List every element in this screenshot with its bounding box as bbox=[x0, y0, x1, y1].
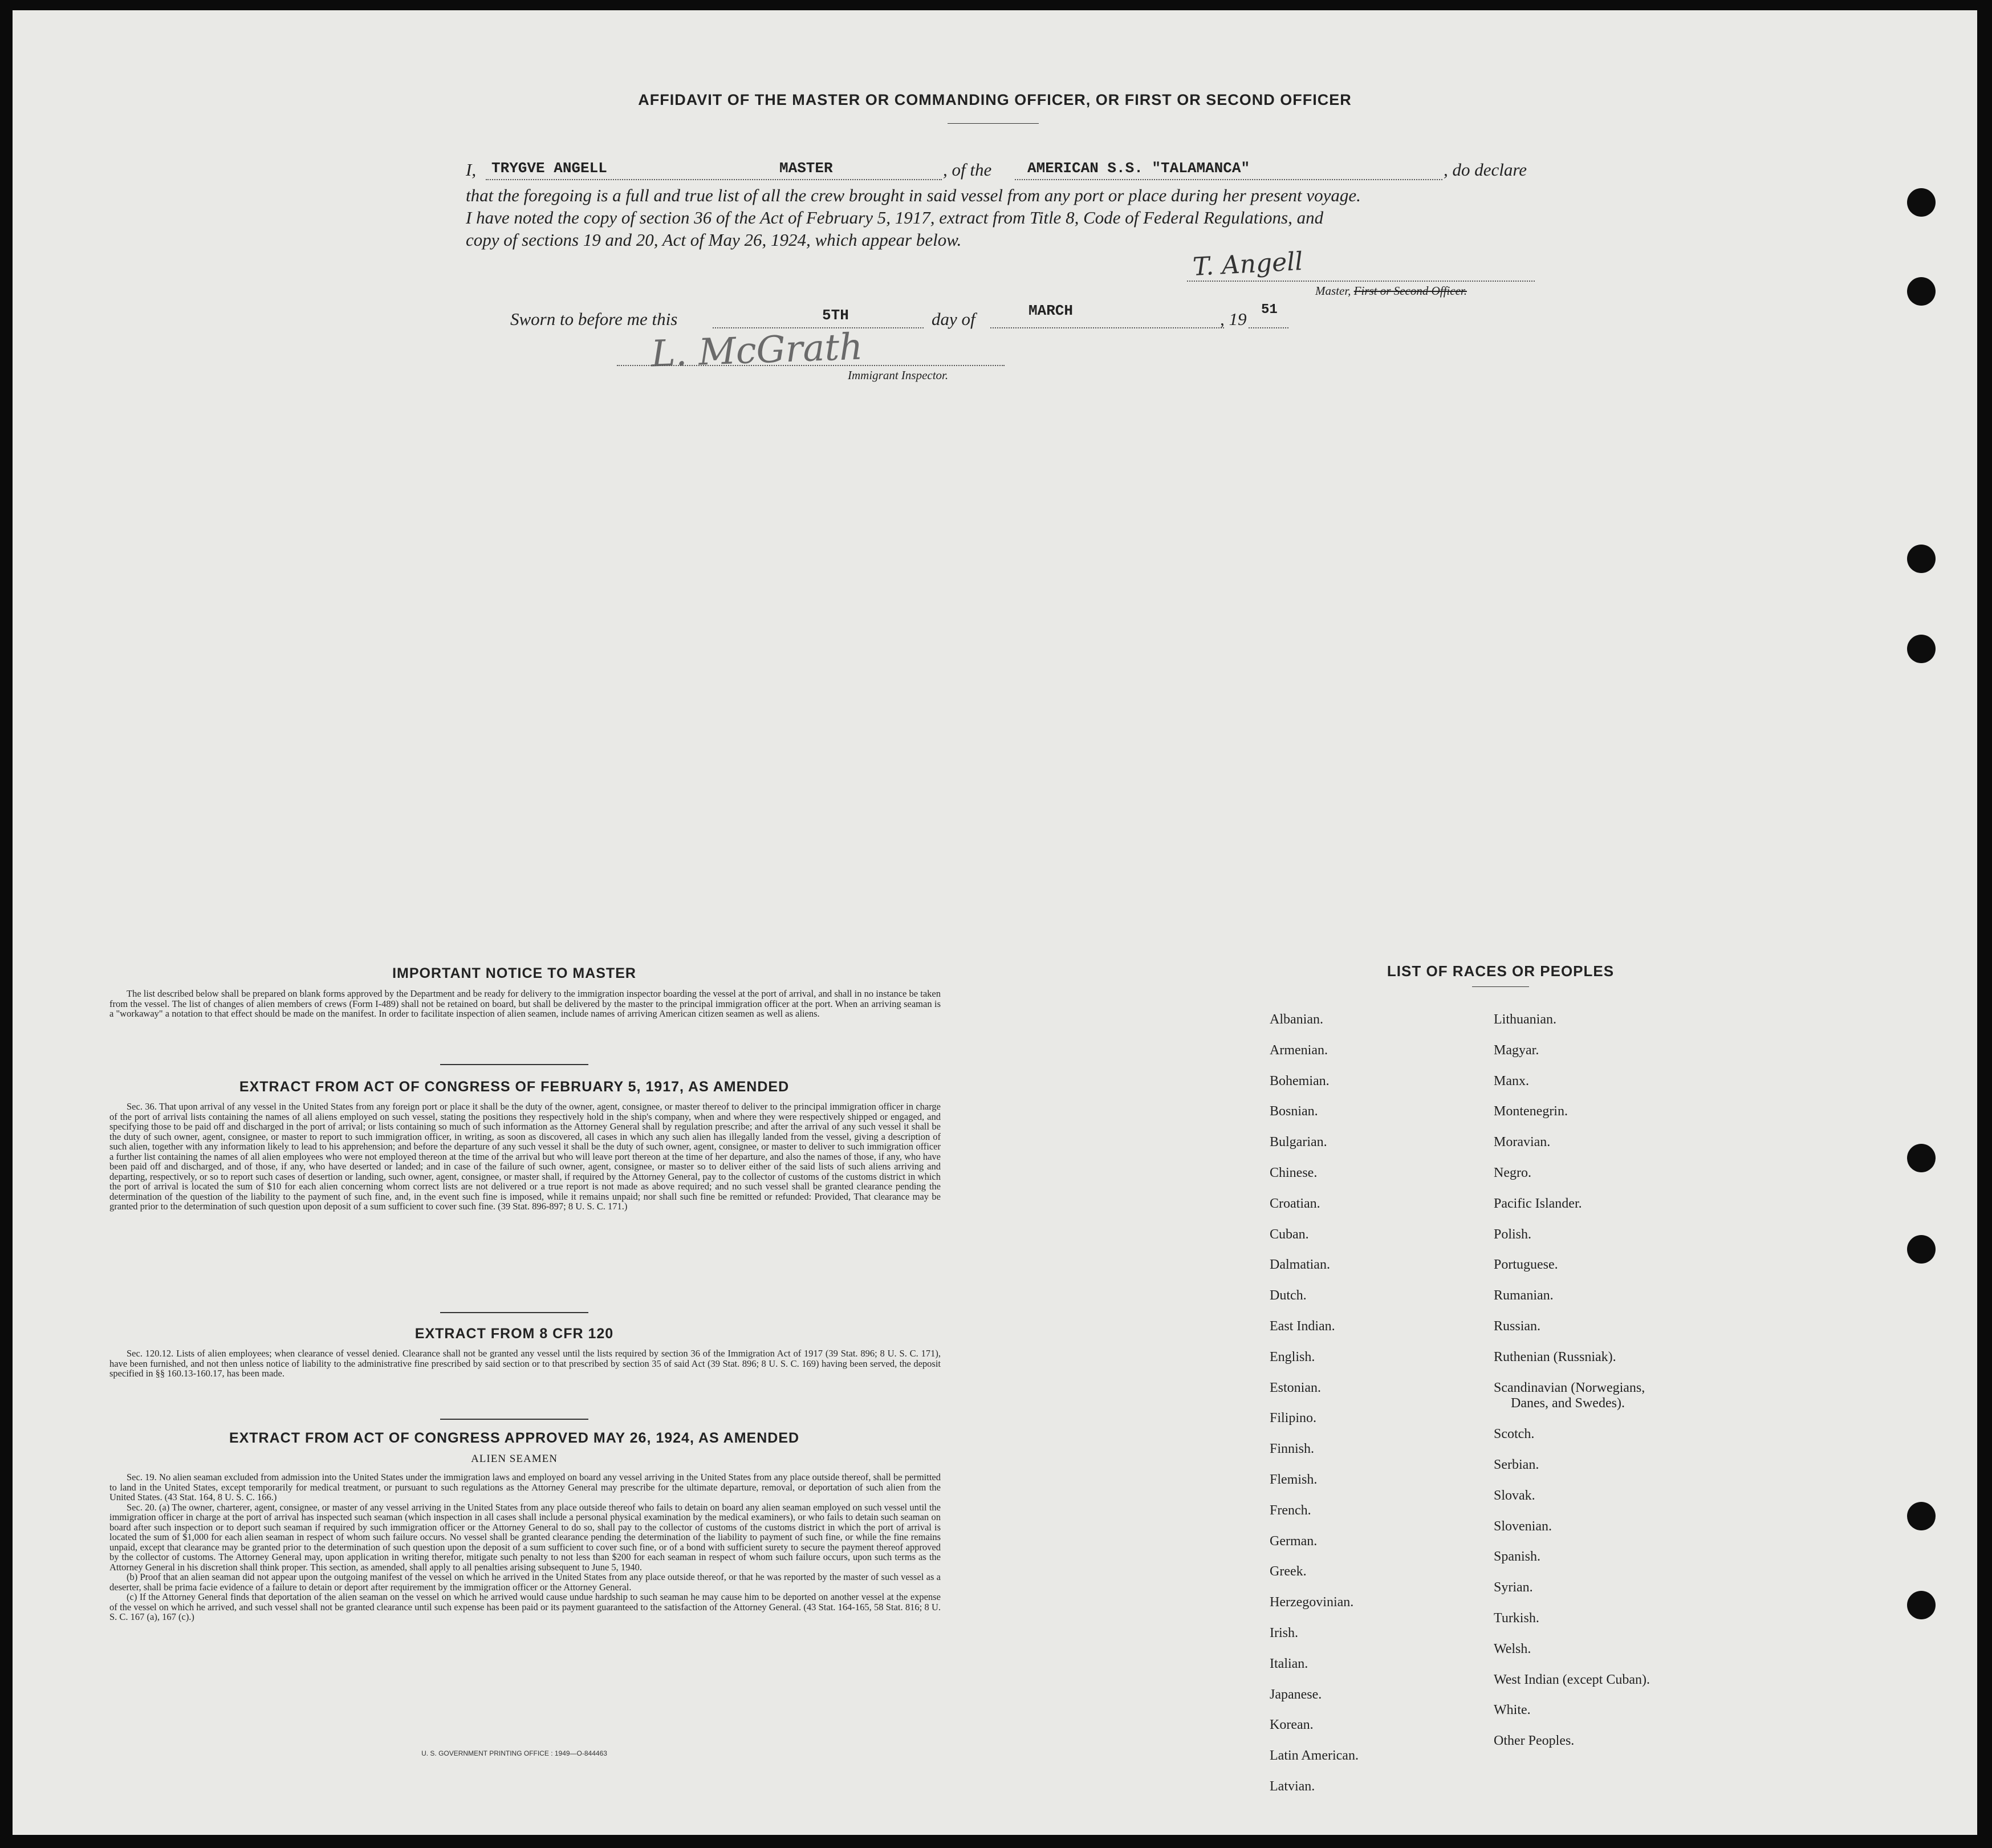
binder-hole bbox=[1907, 1144, 1936, 1172]
extract-1924-sec20a: Sec. 20. (a) The owner, charterer, agent, consignee, or master of any vessel arriving in the United States from any place outside thereof who fails to detain on board any alien seaman employed on such vessel until the immigration officer in charge at the port of arrival has inspected such seaman (which inspection in all cases shall include a personal physical examination by the medical examiners), or who fails to detain such seaman on board after such inspection or to deport such seaman if required by such immigration officer or the Attorney General to do so, shall pay to the collector of customs of the customs district in which the port of arrival is located the sum of $1,000 for each alien seaman in respect of whom such failure occurs. No vessel shall be granted clearance pending the determination of the liability to payment of such fine, or while the fine remains unpaid, except that clearance may be granted prior to the determination of such question upon the deposit of a sum sufficient to cover such fine, or of a bond with sufficient surety to secure the payment thereof approved by the collector of customs. The Attorney General may, upon application in writing therefor, mitigate such penalty to not less than $200 for each seaman in respect of whom such failure occurs, upon such terms as the Attorney General in his discretion shall think proper. This section, as amended, shall apply to all penalties arising subsequent to June 5, 1940. bbox=[109, 1501, 941, 1573]
race-item: Chinese. bbox=[1270, 1165, 1318, 1180]
race-item: Russian. bbox=[1494, 1319, 1541, 1334]
race-item: Latvian. bbox=[1270, 1779, 1315, 1794]
race-item: Ruthenian (Russniak). bbox=[1494, 1349, 1616, 1364]
sworn-day: 5TH bbox=[822, 307, 849, 324]
binder-hole bbox=[1907, 188, 1936, 217]
document-page bbox=[13, 10, 1977, 1835]
race-item: Irish. bbox=[1270, 1626, 1298, 1640]
title-underline bbox=[948, 123, 1039, 124]
day-of-label: day of bbox=[932, 309, 975, 329]
binder-hole bbox=[1907, 1502, 1936, 1530]
race-item: Moravian. bbox=[1494, 1135, 1551, 1150]
race-item: Slovenian. bbox=[1494, 1518, 1552, 1534]
master-name: TRYGVE ANGELL bbox=[491, 160, 607, 177]
extract-1924-sec19: Sec. 19. No alien seaman excluded from admission into the United States under the immigration laws and employed on board any vessel arriving in the United States from any place outside thereof, shall be permitted to land in the United States, except temporarily for medical treatment, or pursuant to such regulations as the Attorney General may prescribe for the ultimate departure, removal, or deportation of such alien from the United States. (43 Stat. 164, 8 U. S. C. 166.) bbox=[109, 1472, 941, 1502]
race-item: Korean. bbox=[1270, 1717, 1314, 1733]
printer-imprint: U. S. GOVERNMENT PRINTING OFFICE : 1949—O-844463 bbox=[421, 1749, 607, 1757]
extract-1924-title: EXTRACT FROM ACT OF CONGRESS APPROVED MAY 26, 1924, AS AMENDED bbox=[229, 1430, 800, 1446]
race-item: Danes, and Swedes). bbox=[1511, 1396, 1625, 1411]
master-rank: MASTER bbox=[779, 160, 833, 177]
extract-1924-sec20c: (c) If the Attorney General finds that deportation of the alien seaman on the vessel on which he arrived would cause undue hardship to such seaman he may cause him to be deported on another vessel at the expense of the vessel on which he arrived, and such vessel shall not be granted clearance until such expense has been paid or its payment guaranteed to the satisfaction of the Attorney General. (43 Stat. 164-165, 58 Stat. 816; 8 U. S. C. 167 (a), 167 (c).) bbox=[109, 1591, 941, 1622]
race-item: Latin American. bbox=[1270, 1748, 1359, 1764]
race-item: Bosnian. bbox=[1270, 1104, 1318, 1119]
race-item: Estonian. bbox=[1270, 1380, 1321, 1395]
race-item: Scandinavian (Norwegians, bbox=[1494, 1380, 1645, 1395]
race-item: Flemish. bbox=[1270, 1472, 1318, 1487]
master-name-field bbox=[486, 179, 942, 180]
extract-1917-title: EXTRACT FROM ACT OF CONGRESS OF FEBRUARY 5, 1917, AS AMENDED bbox=[239, 1079, 790, 1095]
extract-1924-sec20b: (b) Proof that an alien seaman did not appear upon the outgoing manifest of the vessel on which he arrived in the United States from any place outside thereof, or that he was reported by the master of such vessel as a deserter, shall be prima facie evidence of a failure to detain or deport after requirement by the immigration officer or the Attorney General. bbox=[109, 1571, 941, 1593]
race-item: Negro. bbox=[1494, 1165, 1531, 1180]
inspector-signature: L. McGrath bbox=[650, 326, 864, 376]
binder-hole bbox=[1907, 545, 1936, 573]
affidavit-i-label: I, bbox=[466, 160, 477, 180]
race-item: Herzegovinian. bbox=[1270, 1595, 1354, 1610]
affidavit-line-4: copy of sections 19 and 20, Act of May 26, 1924, which appear below. bbox=[466, 230, 962, 250]
race-item: Montenegrin. bbox=[1494, 1104, 1568, 1119]
affidavit-title: AFFIDAVIT OF THE MASTER OR COMMANDING OFFICER, OR FIRST OR SECOND OFFICER bbox=[638, 91, 1352, 108]
race-item: Albanian. bbox=[1270, 1012, 1323, 1027]
race-item: Rumanian. bbox=[1494, 1288, 1554, 1303]
race-item: Other Peoples. bbox=[1494, 1733, 1575, 1749]
race-item: Dalmatian. bbox=[1270, 1257, 1330, 1273]
vessel-name: AMERICAN S.S. "TALAMANCA" bbox=[1027, 160, 1250, 177]
sworn-month: MARCH bbox=[1028, 302, 1074, 319]
race-item: White. bbox=[1494, 1703, 1531, 1718]
race-item: Polish. bbox=[1494, 1226, 1532, 1242]
race-item: Syrian. bbox=[1494, 1580, 1533, 1595]
race-item: Turkish. bbox=[1494, 1611, 1539, 1626]
race-item: Scotch. bbox=[1494, 1427, 1535, 1442]
year-field bbox=[1249, 327, 1288, 328]
race-item: Lithuanian. bbox=[1494, 1012, 1556, 1027]
race-item: French. bbox=[1270, 1502, 1311, 1518]
sworn-label: Sworn to before me this bbox=[510, 309, 678, 329]
inspector-signature-line bbox=[617, 365, 1005, 366]
race-item: Italian. bbox=[1270, 1656, 1308, 1671]
race-item: English. bbox=[1270, 1349, 1315, 1364]
extract-1924-body bbox=[109, 1472, 941, 1622]
race-item: Bulgarian. bbox=[1270, 1135, 1327, 1150]
notice-text: The list described below shall be prepared on blank forms approved by the Department and be ready for delivery to the immigration inspector boarding the vessel at the port of arrival, and shall in no instance be taken from the vessel. The list of changes of alien members of crews (Form I-489) shall not be retained on board, but shall be delivered by the master to the principal immigration officer at the port. When an arriving seaman is a "workaway" a notation to that effect should be made on the manifest. In order to facilitate inspection of alien seamen, include names of arriving American citizen seamen as well as aliens. bbox=[109, 988, 941, 1019]
divider bbox=[440, 1419, 588, 1420]
race-item: Portuguese. bbox=[1494, 1257, 1558, 1273]
master-signature: T. Angell bbox=[1192, 246, 1304, 282]
binder-hole bbox=[1907, 1235, 1936, 1264]
inspector-caption: Immigrant Inspector. bbox=[848, 368, 949, 382]
races-underline bbox=[1472, 986, 1529, 987]
race-item: Slovak. bbox=[1494, 1488, 1535, 1503]
master-signature-line bbox=[1187, 281, 1535, 282]
extract-cfr-text: Sec. 120.12. Lists of alien employees; when clearance of vessel denied. Clearance shall not be granted any vessel until the lists required by section 36 of the Immigration Act of 1917 (39 Stat. 896; 8 U. S. C. 171), have been furnished, and not then unless notice of liability to the administrative fine prescribed by said section or to that prescribed by section 35 of said Act (39 Stat. 896; 8 U. S. C. 169) having been served, the deposit specified in §§ 160.13-160.17, has been made. bbox=[109, 1348, 941, 1379]
race-item: East Indian. bbox=[1270, 1319, 1335, 1334]
master-caption-text: Master, bbox=[1315, 284, 1354, 298]
extract-1924-subtitle: ALIEN SEAMEN bbox=[471, 1453, 558, 1465]
race-item: Japanese. bbox=[1270, 1687, 1322, 1702]
race-item: West Indian (except Cuban). bbox=[1494, 1672, 1650, 1687]
year-prefix: , 19 bbox=[1220, 309, 1247, 329]
race-item: Serbian. bbox=[1494, 1457, 1539, 1472]
notice-title: IMPORTANT NOTICE TO MASTER bbox=[392, 965, 636, 981]
year-suffix: 51 bbox=[1261, 302, 1278, 318]
race-item: Armenian. bbox=[1270, 1042, 1328, 1058]
race-item: Pacific Islander. bbox=[1494, 1196, 1582, 1211]
master-caption-struck: First or Second Officer. bbox=[1353, 284, 1467, 298]
race-item: Bohemian. bbox=[1270, 1073, 1330, 1089]
race-item: Welsh. bbox=[1494, 1641, 1531, 1656]
master-caption bbox=[1315, 284, 1467, 298]
binder-hole bbox=[1907, 1591, 1936, 1619]
race-item: Dutch. bbox=[1270, 1288, 1307, 1303]
binder-hole bbox=[1907, 635, 1936, 663]
divider bbox=[440, 1064, 588, 1065]
sworn-month-field bbox=[990, 327, 1224, 328]
race-item: Greek. bbox=[1270, 1564, 1307, 1579]
of-the-label: , of the bbox=[943, 160, 992, 180]
binder-hole bbox=[1907, 277, 1936, 306]
do-declare-label: , do declare bbox=[1444, 160, 1527, 180]
extract-cfr-title: EXTRACT FROM 8 CFR 120 bbox=[414, 1326, 614, 1342]
race-item: Magyar. bbox=[1494, 1042, 1539, 1058]
extract-1917-text: Sec. 36. That upon arrival of any vessel in the United States from any foreign port or place it shall be the duty of the owner, agent, consignee, or master thereof to deliver to the principal immigration officer in charge of the port of arrival lists containing the names of all aliens employed on such vessel, stating the positions they respectively hold in the ship's company, when and where they were respectively shipped or engaged, and specifying those to be paid off and discharged in the port of arrival; or lists containing so much of such information as the Attorney General shall by regulation prescribe; and after the arrival of any such vessel it shall be the duty of such owner, agent, consignee, or master to report to such immigration officer, in writing, as soon as discovered, all cases in which any such alien has illegally landed from the vessel, giving a description of such alien, together with any information likely to lead to his apprehension; and before the departure of any such vessel it shall be the duty of such owner, agent, consignee, or master to deliver to such immigration officer a further list containing the names of all alien employees who were not employed thereon at the time of the arrival but who will leave port thereon at the time of her departure, and also the names of those, if any, who have been paid off and discharged, and of those, if any, who have deserted or landed; and in case of the failure of such owner, agent, consignee, or master so to deliver either of the said lists of such aliens arriving and departing, respectively, or so to report such cases of desertion or landing, such owner, agent, consignee, or master shall, if required by the Attorney General, pay to the collector of customs of the customs district in which the port of arrival is located the sum of $10 for each alien concerning whom correct lists are not delivered or a true report is not made as above required; and no such vessel shall be granted clearance pending the determination of the question of the liability to the payment of such fine, and, in the event such fine is imposed, while it remains unpaid; nor shall such fine be remitted or refunded: Provided, That clearance may be granted prior to the determination of such question upon deposit of a sum sufficient to cover such fine. (39 Stat. 896-897; 8 U. S. C. 171.) bbox=[109, 1101, 941, 1212]
race-item: Filipino. bbox=[1270, 1411, 1317, 1426]
race-item: Manx. bbox=[1494, 1073, 1529, 1089]
affidavit-line-2: that the foregoing is a full and true list of all the crew brought in said vessel from any port or place during her present voyage. bbox=[466, 185, 1361, 205]
race-item: Spanish. bbox=[1494, 1549, 1541, 1565]
races-title: LIST OF RACES OR PEOPLES bbox=[1387, 962, 1615, 980]
race-item: German. bbox=[1270, 1533, 1318, 1549]
race-item: Croatian. bbox=[1270, 1196, 1320, 1211]
vessel-field bbox=[1015, 179, 1442, 180]
affidavit-line-3: I have noted the copy of section 36 of the Act of February 5, 1917, extract from Title 8, Code of Federal Regulations, and bbox=[466, 208, 1324, 228]
divider bbox=[440, 1312, 588, 1313]
race-item: Cuban. bbox=[1270, 1226, 1309, 1242]
race-item: Finnish. bbox=[1270, 1441, 1315, 1457]
